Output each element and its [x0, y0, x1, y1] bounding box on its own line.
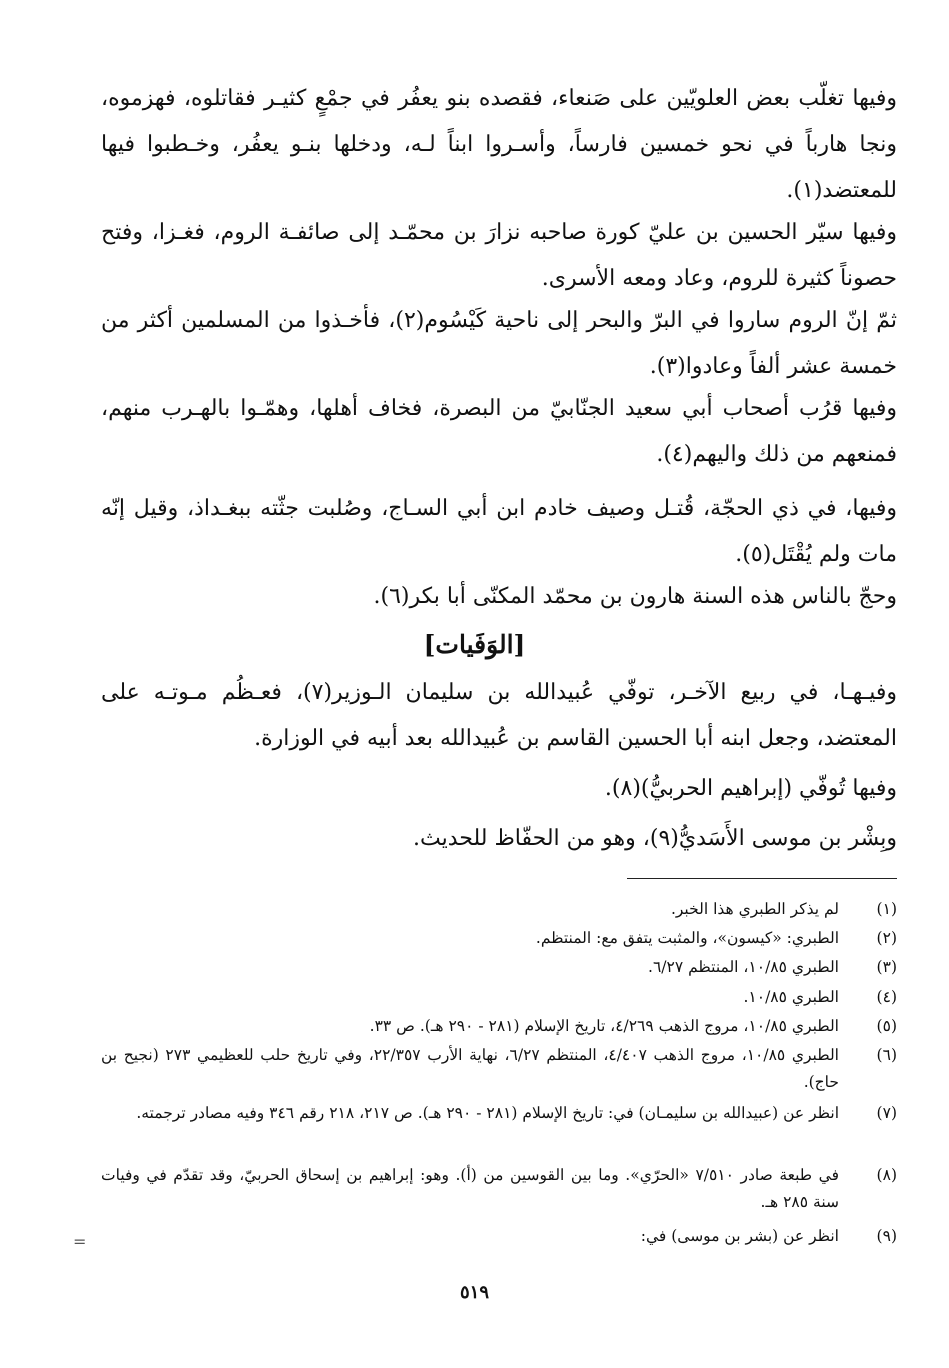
footnote-separator: [627, 878, 897, 879]
section-heading-deaths: [الوَفَيات]: [423, 630, 526, 659]
footnote-item: [101, 1223, 897, 1250]
footnote-number: (٢): [876, 929, 897, 947]
footnote-number: (٥): [876, 1017, 897, 1035]
footnote-text: الطبري ١٠/٨٥، مروج الذهب ٤/٤٠٧، المنتظم ٦/٢٧، نهاية الأرب ٢٢/٣٥٧، وفي تاريخ حلب للعظيمي ٢٧٣ (نجيح بن حاج).: [101, 1046, 839, 1091]
footnote-item: [101, 896, 897, 923]
footnote-item: [101, 984, 897, 1011]
footnote-number: (٤): [876, 988, 897, 1006]
footnote-item: [101, 954, 897, 981]
footnote-number: (٩): [876, 1227, 897, 1245]
footnote-text: في طبعة صادر ٧/٥١٠ «الحرّي». وما بين القوسين من (أ). وهو: إبراهيم بن إسحاق الحربيّ، وقد تقدّم في وفيات سنة ٢٨٥ هـ.: [101, 1166, 839, 1211]
footnote-text: انظر عن (بشر بن موسى) في:: [640, 1227, 839, 1245]
paragraph-vizier-death: وفيـهـا، في ربيع الآخـر، توفّي عُبيدالله بن سليمان الـوزير(٧)، فعـظُم مـوتـه على المعتضد، وجعل ابنه أبا الحسين القاسم بن عُبيدالله بعد أبيه في الوزارة.: [101, 680, 897, 751]
footnote-text: لم يذكر الطبري هذا الخبر.: [670, 900, 839, 918]
paragraph-basra: وفيها قرُب أصحاب أبي سعيد الجنّابيّ من البصرة، فخاف أهلها، وهمّـوا بالهـرب منهم، فمنعهم من ذلك واليهم(٤).: [101, 396, 897, 467]
footnote-text: الطبري ١٠/٨٥، مروج الذهب ٤/٢٦٩، تاريخ الإسلام (٢٨١ - ٢٩٠ هـ). ص ٣٣.: [369, 1017, 839, 1035]
paragraph-hajj: وحجّ بالناس هذه السنة هارون بن محمّد المكنّى أبا بكر(٦).: [373, 584, 897, 609]
footnote-text: انظر عن (عبيدالله بن سليمـان) في: تاريخ الإسلام (٢٨١ - ٢٩٠ هـ). ص ٢١٧، ٢١٨ رقم ٣٤٦ وفيه مصادر ترجمته.: [136, 1104, 839, 1122]
paragraph-wasif: وفيها، في ذي الحجّة، قُتـل وصيف خادم ابن أبي السـاج، وصُلبت جثّته ببغـداذ، وقيل إنّه مات ولم يُقْتَل(٥).: [101, 496, 897, 567]
footnote-number: (٦): [876, 1046, 897, 1064]
footnote-number: (٣): [876, 958, 897, 976]
paragraph-yemen: وفيها تغلّب بعض العلويّين على صَنعاء، فقصده بنو يعفُر في جمْعٍ كثيـر فقاتلوه، فهزموه، ونجا هارباً في نحو خمسين فارساً، وأسـروا ابناً لـه، ودخلها بنـو يعفُر، وخـطبوا فيها للمعتضد(١).: [101, 86, 897, 203]
page-number: ٥١٩: [459, 1282, 489, 1303]
footnote-item: [101, 1042, 897, 1096]
footnote-item: [101, 1100, 897, 1127]
footnote-item: [101, 1162, 897, 1216]
paragraph-kaysum: ثمّ إنّ الروم ساروا في البرّ والبحر إلى ناحية كَيْسُوم(٢)، فأخـذوا من المسلمين أكثر من خمسة عشر ألفاً وعادوا(٣).: [101, 308, 897, 379]
footnote-text: الطبري ١٠/٨٥، المنتظم ٦/٢٧.: [648, 958, 839, 976]
footnote-number: (٨): [876, 1166, 897, 1184]
footnote-text: الطبري: «كيسون»، والمثبت يتفق مع: المنتظم.: [535, 929, 839, 947]
footnote-text: الطبري ١٠/٨٥.: [743, 988, 839, 1006]
paragraph-byzantine-raid: وفيها سيّر الحسين بن عليّ كورة صاحبه نزارَ بن محمّـد إلى صائفـة الروم، فغـزا، وفتح حصوناً كثيرة للروم، وعاد ومعه الأسرى.: [101, 220, 897, 291]
footnote-number: (١): [876, 900, 897, 918]
footnote-item: [101, 1013, 897, 1040]
footnote-number: (٧): [876, 1104, 897, 1122]
paragraph-bishr: وبِشْر بن موسى الأَسَديُّ(٩)، وهو من الحفّاظ للحديث.: [413, 826, 897, 851]
footnote-item: [101, 925, 897, 952]
margin-mark: =: [73, 1232, 87, 1251]
paragraph-ibrahim-harbi: وفيها تُوفّي (إبراهيم الحربيُّ)(٨).: [604, 776, 897, 801]
